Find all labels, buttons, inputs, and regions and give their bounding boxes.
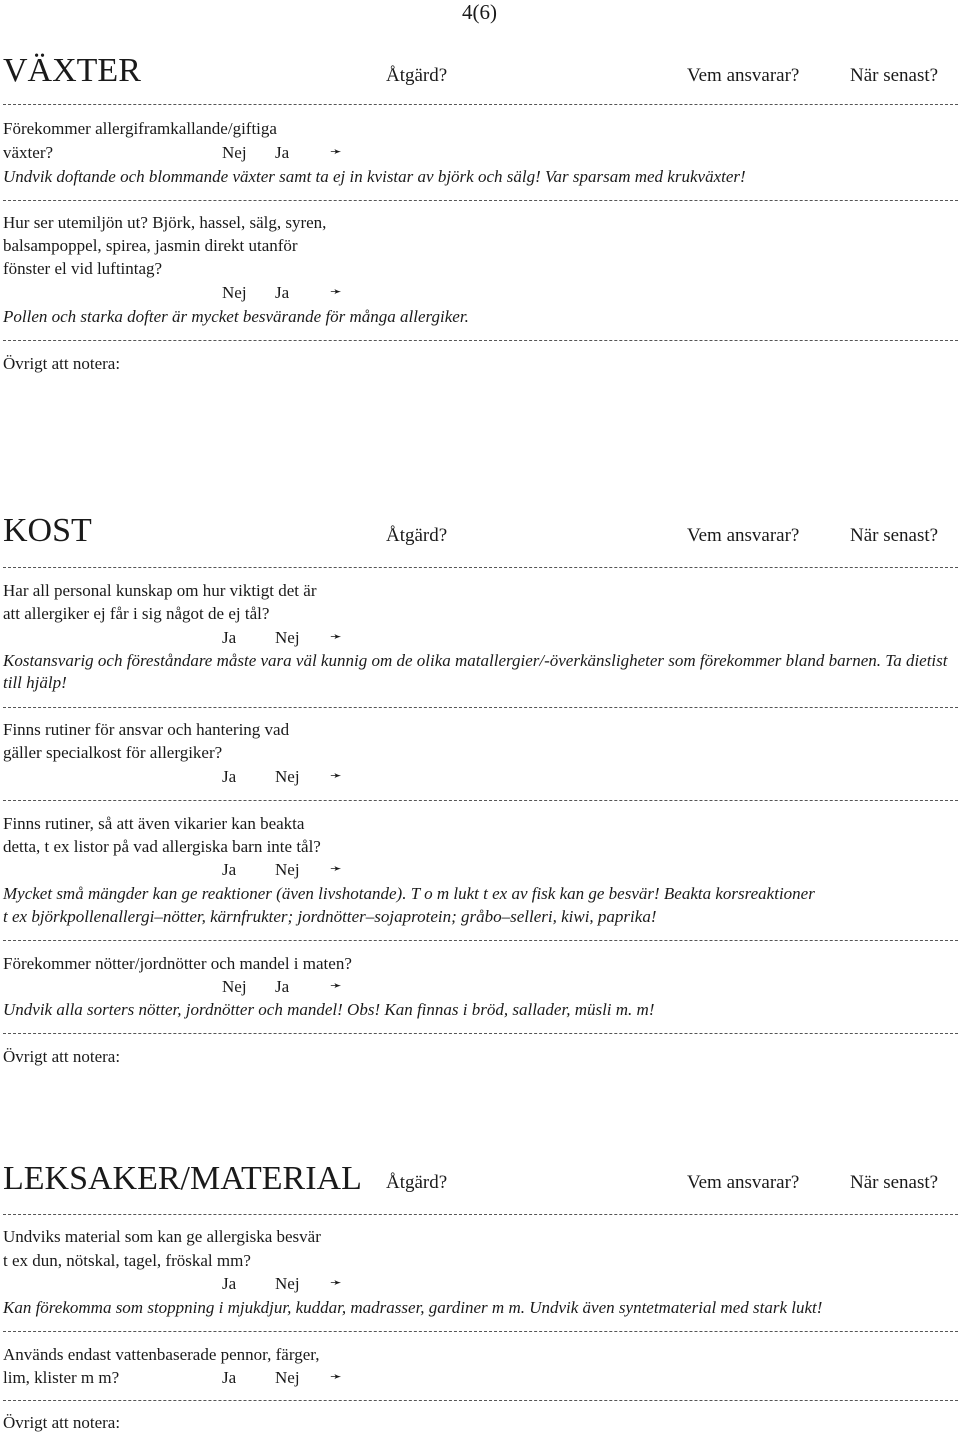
question-text: Finns rutiner för ansvar och hantering vad: [3, 720, 290, 739]
option-nej[interactable]: Nej: [275, 1368, 300, 1387]
notes-area[interactable]: [3, 378, 953, 498]
header-vem-ansvarar: Vem ansvarar?: [687, 525, 800, 546]
question-text: balsampoppel, spirea, jasmin direkt utanför: [3, 236, 298, 255]
option-ja[interactable]: Ja: [222, 628, 237, 647]
advice-note: Undvik alla sorters nötter, jordnötter och mandel! Obs! Kan finnas i bröd, sallader, müsli m. m!: [3, 1000, 655, 1019]
arrow-right-icon: ➛: [330, 769, 342, 784]
ovrigt-label: Övrigt att notera:: [3, 1047, 121, 1066]
question-text: lim, klister m m?: [3, 1368, 120, 1387]
option-ja[interactable]: Ja: [222, 1274, 237, 1293]
header-vem-ansvarar: Vem ansvarar?: [687, 1172, 800, 1193]
option-nej[interactable]: Nej: [222, 283, 247, 302]
advice-note: Undvik doftande och blommande växter samt ta ej in kvistar av björk och sälg! Var sparsam med krukväxter!: [3, 167, 746, 186]
arrow-right-icon: ➛: [330, 285, 342, 300]
header-atgard: Åtgärd?: [386, 1172, 448, 1193]
divider: [3, 340, 958, 341]
question-text: gäller specialkost för allergiker?: [3, 743, 223, 762]
advice-note: Mycket små mängder kan ge reaktioner (även livshotande). T o m lukt t ex av fisk kan ge besvär! Beakta korsreaktioner: [3, 884, 815, 903]
advice-note: Kostansvarig och föreståndare måste vara väl kunnig om de olika matallergier/-överkänsligheter som förekommer bland barnen. Ta dietist till hjälp!: [3, 651, 948, 692]
divider: [3, 940, 958, 941]
option-ja[interactable]: Ja: [275, 143, 290, 162]
section-title-kost: KOST: [3, 512, 92, 549]
advice-note: Kan förekomma som stoppning i mjukdjur, kuddar, madrasser, gardiner m m. Undvik även syntetmaterial med stark lukt!: [3, 1298, 823, 1317]
option-ja[interactable]: Ja: [275, 283, 290, 302]
divider: [3, 1331, 958, 1332]
option-nej[interactable]: Nej: [275, 628, 300, 647]
notes-area[interactable]: [3, 1071, 953, 1151]
divider: [3, 104, 958, 105]
ovrigt-label: Övrigt att notera:: [3, 1413, 121, 1432]
question-text: detta, t ex listor på vad allergiska barn inte tål?: [3, 837, 321, 856]
advice-note: Pollen och starka dofter är mycket besvärande för många allergiker.: [3, 307, 469, 326]
question-text: Används endast vattenbaserade pennor, färger,: [3, 1345, 320, 1364]
divider: [3, 1214, 958, 1215]
header-atgard: Åtgärd?: [386, 525, 448, 546]
arrow-right-icon: ➛: [330, 1370, 342, 1385]
option-nej[interactable]: Nej: [275, 1274, 300, 1293]
arrow-right-icon: ➛: [330, 630, 342, 645]
question-text: Har all personal kunskap om hur viktigt det är: [3, 581, 317, 600]
question-text: växter?: [3, 143, 54, 162]
arrow-right-icon: ➛: [330, 862, 342, 877]
section-title-leksaker-material: LEKSAKER/MATERIAL: [3, 1160, 362, 1197]
divider: [3, 1033, 958, 1034]
question-text: Hur ser utemiljön ut? Björk, hassel, sälg, syren,: [3, 213, 327, 232]
divider: [3, 707, 958, 708]
option-ja[interactable]: Ja: [275, 977, 290, 996]
question-text: t ex dun, nötskal, tagel, fröskal mm?: [3, 1251, 251, 1270]
ovrigt-label: Övrigt att notera:: [3, 354, 121, 373]
header-nar-senast: När senast?: [850, 1172, 939, 1193]
question-text: att allergiker ej får i sig något de ej tål?: [3, 604, 270, 623]
divider: [3, 800, 958, 801]
question-text: Förekommer nötter/jordnötter och mandel i maten?: [3, 954, 352, 973]
divider: [3, 200, 958, 201]
page-number: 4(6): [462, 0, 497, 24]
option-ja[interactable]: Ja: [222, 860, 237, 879]
question-text: Förekommer allergiframkallande/giftiga: [3, 119, 277, 138]
header-nar-senast: När senast?: [850, 525, 939, 546]
arrow-right-icon: ➛: [330, 979, 342, 994]
option-nej[interactable]: Nej: [222, 143, 247, 162]
header-atgard: Åtgärd?: [386, 65, 448, 86]
advice-note: t ex björkpollenallergi–nötter, kärnfrukter; jordnötter–sojaprotein; gråbo–selleri, kiwi, paprika!: [3, 907, 657, 926]
arrow-right-icon: ➛: [330, 1276, 342, 1291]
header-nar-senast: När senast?: [850, 65, 939, 86]
arrow-right-icon: ➛: [330, 145, 342, 160]
question-text: Finns rutiner, så att även vikarier kan beakta: [3, 814, 305, 833]
header-vem-ansvarar: Vem ansvarar?: [687, 65, 800, 86]
divider: [3, 1400, 958, 1401]
question-text: Undviks material som kan ge allergiska besvär: [3, 1227, 321, 1246]
question-text: fönster el vid luftintag?: [3, 259, 163, 278]
divider: [3, 567, 958, 568]
option-ja[interactable]: Ja: [222, 1368, 237, 1387]
option-nej[interactable]: Nej: [222, 977, 247, 996]
option-nej[interactable]: Nej: [275, 767, 300, 786]
section-title-vaxter: VÄXTER: [3, 52, 141, 89]
option-nej[interactable]: Nej: [275, 860, 300, 879]
option-ja[interactable]: Ja: [222, 767, 237, 786]
